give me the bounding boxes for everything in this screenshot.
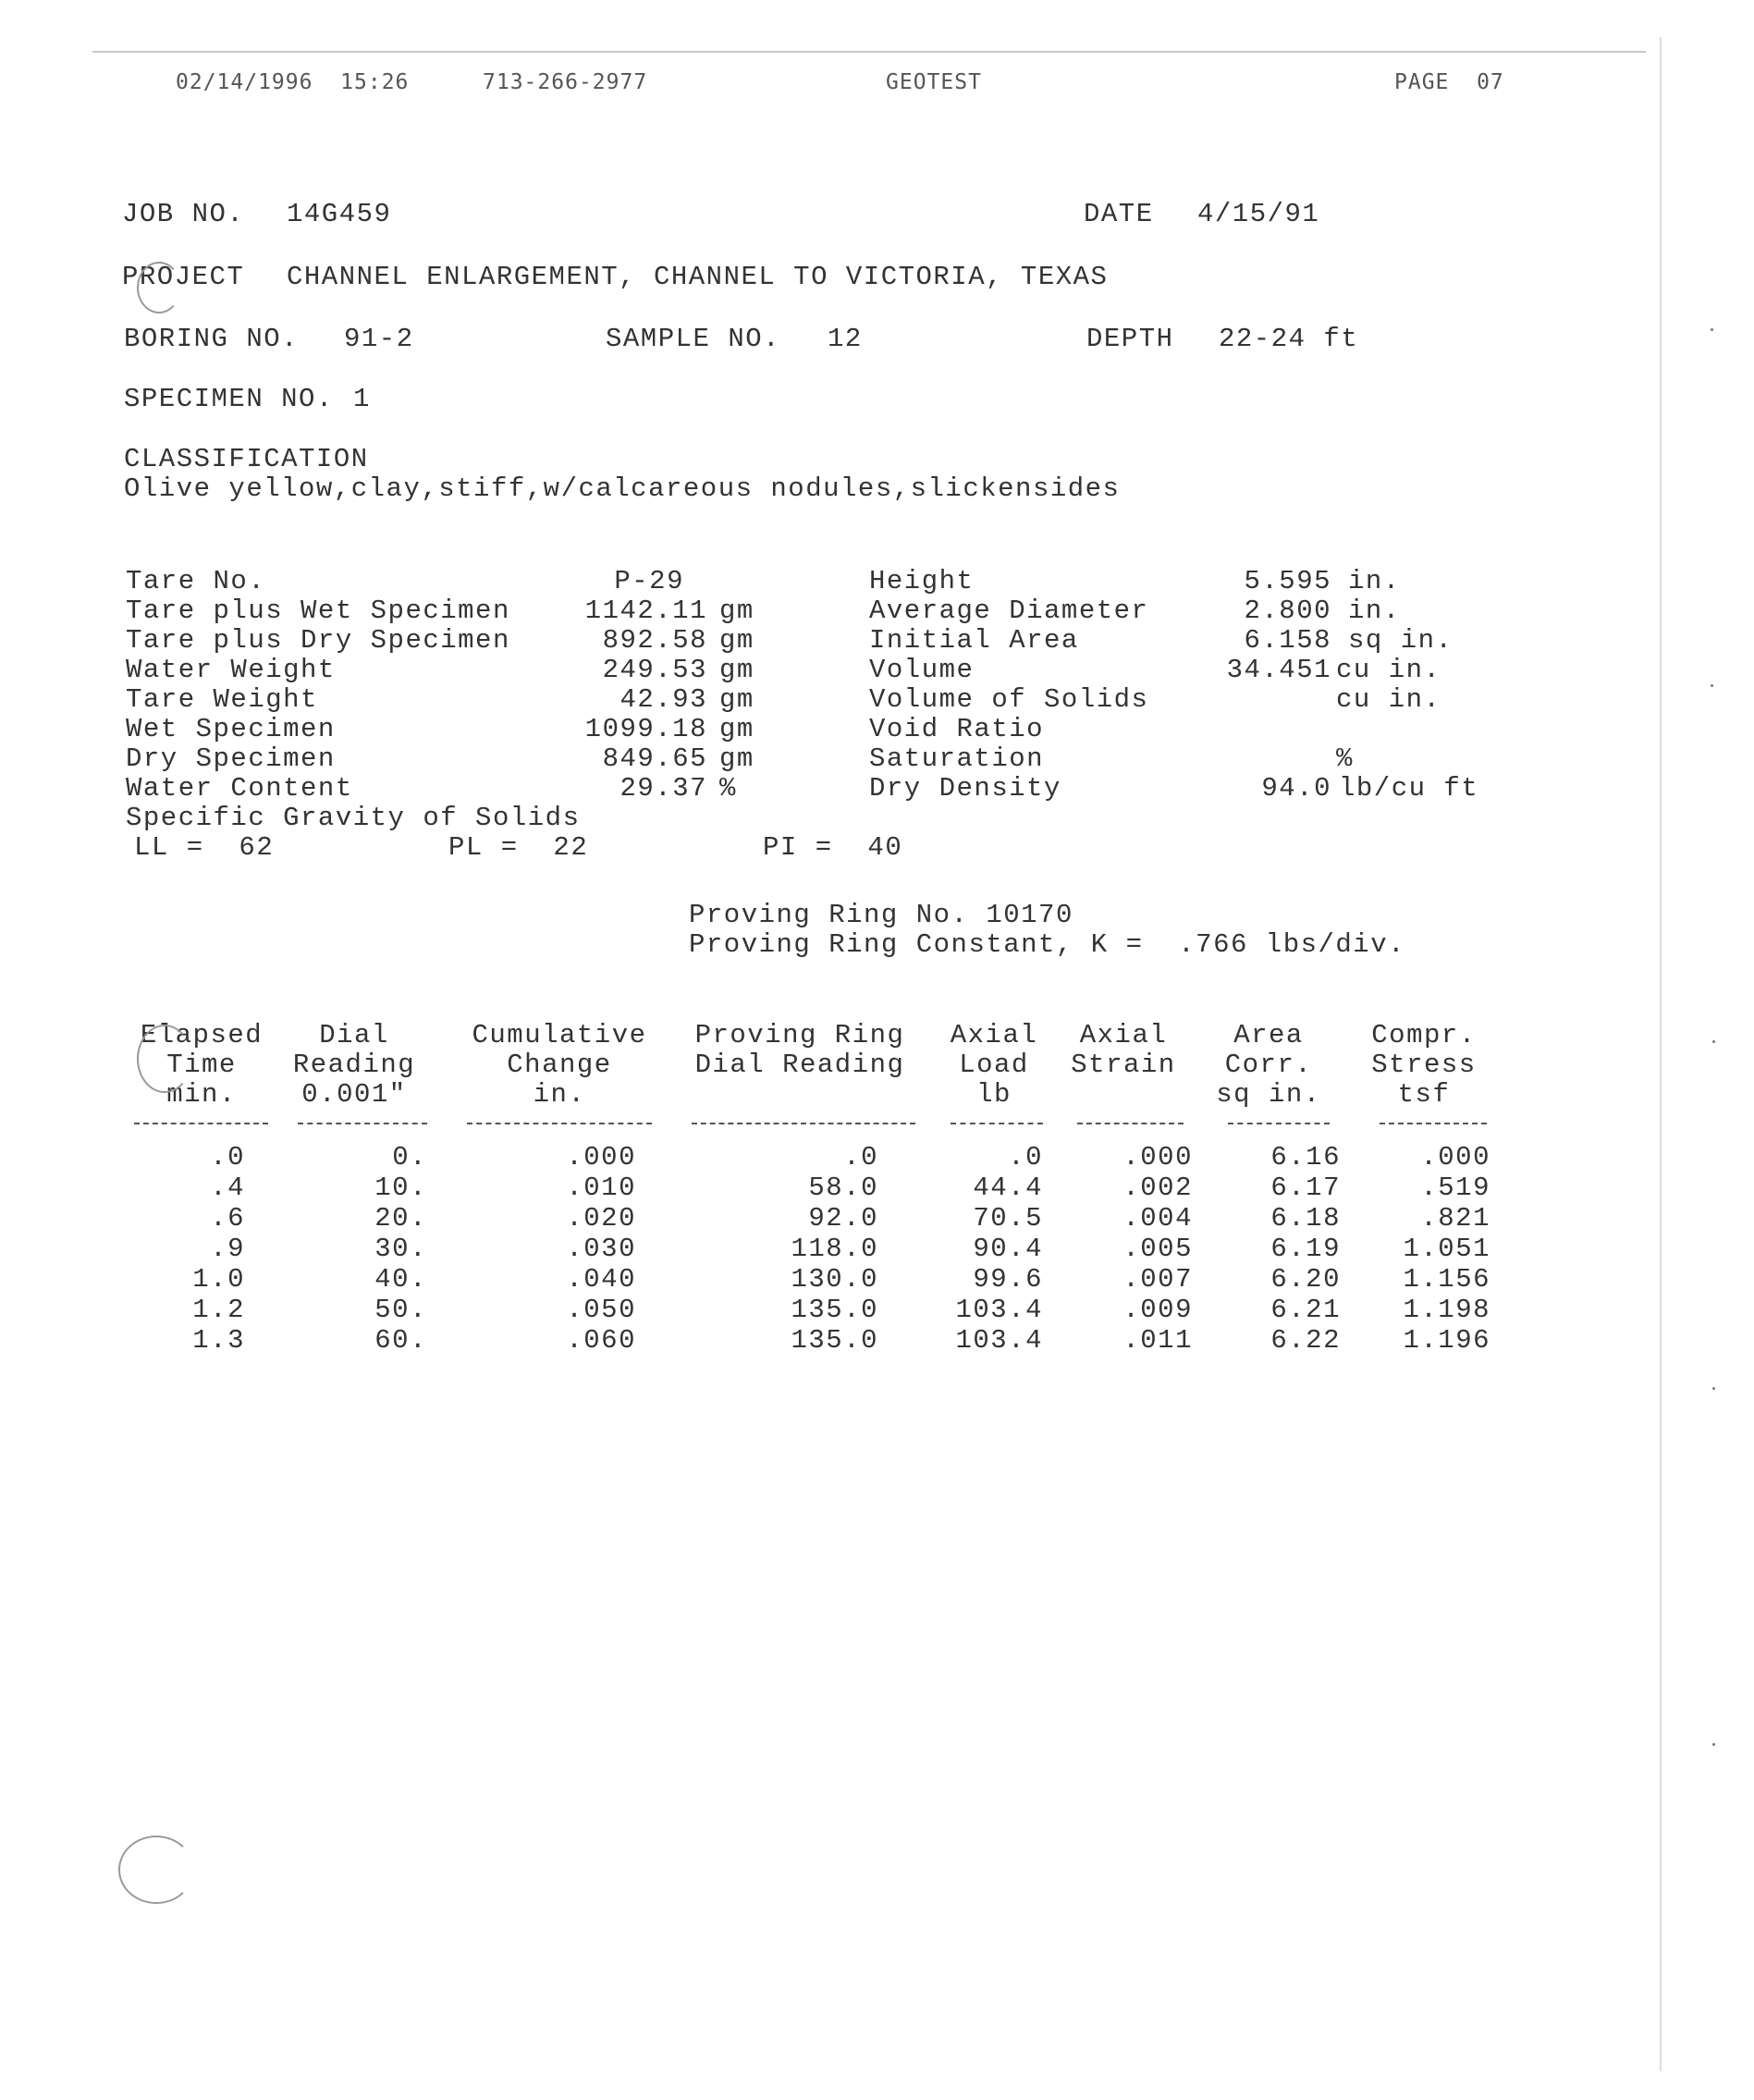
project-label: PROJECT (122, 262, 245, 292)
table-header-line: lb (976, 1079, 1012, 1110)
prop-unit: gm (719, 625, 754, 656)
table-header-line: Strain (1071, 1050, 1176, 1080)
table-header-line: Dial Reading (694, 1050, 905, 1080)
fax-phone: 713-266-2977 (483, 70, 648, 94)
project-value: CHANNEL ENLARGEMENT, CHANNEL TO VICTORIA, TEXAS (287, 262, 1109, 292)
table-cell: 70.5 (973, 1203, 1043, 1234)
liquid-limit: LL = 62 (134, 832, 275, 863)
prop-unit: gm (719, 714, 754, 744)
fax-company: GEOTEST (886, 70, 982, 94)
proving-ring-number: Proving Ring No. 10170 (689, 900, 1073, 930)
table-header-line: Cumulative (472, 1020, 647, 1050)
boring-label: BORING NO. (124, 324, 300, 354)
sample-value: 12 (828, 324, 863, 354)
sample-label: SAMPLE NO. (606, 324, 781, 354)
table-header-line: Stress (1371, 1050, 1477, 1080)
prop-value: 2.800 (1244, 596, 1331, 626)
date-label: DATE (1084, 199, 1154, 229)
table-cell: .002 (1122, 1173, 1193, 1203)
table-cell: 44.4 (973, 1173, 1043, 1203)
table-cell: .0 (843, 1142, 878, 1173)
table-cell: 1.051 (1403, 1234, 1490, 1264)
prop-label: Tare plus Dry Specimen (126, 625, 510, 656)
table-cell: .020 (566, 1203, 636, 1234)
table-cell: .0 (1008, 1142, 1043, 1173)
table-header-line: Elapsed (140, 1020, 264, 1050)
prop-label: Saturation (869, 743, 1045, 774)
table-cell: 92.0 (808, 1203, 878, 1234)
prop-unit: in. (1348, 566, 1401, 596)
table-cell: 103.4 (955, 1295, 1043, 1325)
table-header-line: Corr. (1224, 1050, 1313, 1080)
table-cell: 1.198 (1403, 1295, 1490, 1325)
table-cell: 130.0 (791, 1264, 878, 1295)
header-underline (467, 1123, 652, 1124)
table-cell: 30. (374, 1234, 427, 1264)
scan-speck (1711, 684, 1713, 687)
fax-datetime: 02/14/1996 15:26 (176, 70, 410, 94)
table-cell: .060 (566, 1325, 636, 1356)
table-header-line: sq in. (1216, 1079, 1321, 1110)
table-cell: .000 (1420, 1142, 1490, 1173)
prop-unit: cu in. (1336, 655, 1441, 685)
table-cell: 1.156 (1403, 1264, 1490, 1295)
scan-speck (1712, 1040, 1715, 1043)
prop-label: Tare Weight (126, 684, 318, 715)
prop-label: Wet Specimen (126, 714, 336, 744)
prop-label: Tare No. (126, 566, 266, 596)
scan-speck (1712, 1387, 1715, 1390)
prop-label: Void Ratio (869, 714, 1045, 744)
plastic-limit: PL = 22 (448, 832, 589, 863)
prop-value: 1099.18 (584, 714, 707, 744)
table-header-line: Axial (1079, 1020, 1168, 1050)
prop-unit: gm (719, 684, 754, 715)
header-underline (298, 1123, 427, 1124)
table-cell: .000 (1122, 1142, 1193, 1173)
table-cell: 1.196 (1403, 1325, 1490, 1356)
table-cell: .9 (210, 1234, 245, 1264)
header-underline (1077, 1123, 1184, 1124)
prop-label: Initial Area (869, 625, 1079, 656)
table-header-line: Load (959, 1050, 1029, 1080)
prop-unit: gm (719, 596, 754, 626)
table-cell: 6.16 (1270, 1142, 1341, 1173)
table-cell: 60. (374, 1325, 427, 1356)
table-cell: .007 (1122, 1264, 1193, 1295)
job-label: JOB NO. (122, 199, 245, 229)
prop-unit: in. (1348, 596, 1401, 626)
specimen-value: 1 (353, 384, 371, 414)
table-cell: .009 (1122, 1295, 1193, 1325)
table-cell: 6.18 (1270, 1203, 1341, 1234)
prop-value: 849.65 (602, 743, 707, 774)
table-cell: .4 (210, 1173, 245, 1203)
table-cell: .004 (1122, 1203, 1193, 1234)
table-header-line: tsf (1397, 1079, 1451, 1110)
punch-hole-mark (137, 262, 181, 313)
table-cell: .6 (210, 1203, 245, 1234)
specimen-label: SPECIMEN NO. (124, 384, 334, 414)
table-header-line: Axial (950, 1020, 1038, 1050)
table-cell: 6.17 (1270, 1173, 1341, 1203)
table-cell: .519 (1420, 1173, 1490, 1203)
table-cell: 6.19 (1270, 1234, 1341, 1264)
punch-hole-mark (118, 1836, 194, 1904)
table-cell: 10. (374, 1173, 427, 1203)
table-cell: 0. (392, 1142, 427, 1173)
table-header-line: in. (533, 1079, 586, 1110)
proving-ring-constant: Proving Ring Constant, K = .766 lbs/div. (689, 929, 1406, 960)
prop-label: Height (869, 566, 975, 596)
prop-unit: % (1336, 743, 1354, 774)
table-cell: .0 (210, 1142, 245, 1173)
table-header-line: Area (1233, 1020, 1304, 1050)
table-cell: 1.0 (192, 1264, 245, 1295)
table-header-line: Compr. (1371, 1020, 1477, 1050)
prop-unit: cu in. (1336, 684, 1441, 715)
table-header-line: min. (166, 1079, 237, 1110)
classification-label: CLASSIFICATION (124, 444, 369, 474)
prop-label: Average Diameter (869, 596, 1149, 626)
prop-value: 892.58 (602, 625, 707, 656)
table-cell: 99.6 (973, 1264, 1043, 1295)
table-cell: .000 (566, 1142, 636, 1173)
prop-unit: % (719, 773, 737, 804)
prop-value: 6.158 (1244, 625, 1331, 656)
table-cell: .050 (566, 1295, 636, 1325)
prop-value: 249.53 (602, 655, 707, 685)
prop-value: 5.595 (1244, 566, 1331, 596)
header-underline (1228, 1123, 1330, 1124)
table-header-line: Change (507, 1050, 612, 1080)
specific-gravity-label: Specific Gravity of Solids (126, 803, 581, 833)
punch-hole-mark (137, 1025, 192, 1093)
top-scan-rule (92, 51, 1646, 53)
table-header-line: Time (166, 1050, 237, 1080)
prop-label: Water Weight (126, 655, 336, 685)
prop-value: 29.37 (619, 773, 707, 804)
date-value: 4/15/91 (1197, 199, 1320, 229)
header-underline (692, 1123, 915, 1124)
table-cell: .011 (1122, 1325, 1193, 1356)
prop-value: 1142.11 (584, 596, 707, 626)
prop-unit: gm (719, 655, 754, 685)
prop-label: Volume (869, 655, 975, 685)
header-underline (951, 1123, 1043, 1124)
table-cell: 6.22 (1270, 1325, 1341, 1356)
table-cell: .010 (566, 1173, 636, 1203)
table-cell: 1.3 (192, 1325, 245, 1356)
table-cell: .040 (566, 1264, 636, 1295)
table-cell: .030 (566, 1234, 636, 1264)
table-cell: 118.0 (791, 1234, 878, 1264)
prop-label: Dry Specimen (126, 743, 336, 774)
prop-label: Dry Density (869, 773, 1061, 804)
table-cell: 50. (374, 1295, 427, 1325)
table-cell: 6.21 (1270, 1295, 1341, 1325)
plasticity-index: PI = 40 (763, 832, 903, 863)
depth-value: 22-24 ft (1219, 324, 1359, 354)
scan-speck (1712, 1743, 1715, 1746)
prop-value: 34.451 (1226, 655, 1331, 685)
table-cell: 40. (374, 1264, 427, 1295)
depth-label: DEPTH (1086, 324, 1174, 354)
table-cell: 135.0 (791, 1295, 878, 1325)
table-cell: 6.20 (1270, 1264, 1341, 1295)
scan-speck (1711, 328, 1713, 331)
table-cell: 1.2 (192, 1295, 245, 1325)
prop-unit: lb/cu ft (1339, 773, 1479, 804)
right-page-edge (1660, 37, 1662, 2071)
table-cell: 58.0 (808, 1173, 878, 1203)
prop-label: Water Content (126, 773, 353, 804)
table-header-line: Dial (319, 1020, 389, 1050)
prop-label: Volume of Solids (869, 684, 1149, 715)
table-header-line: 0.001" (301, 1079, 407, 1110)
prop-value: P-29 (614, 566, 684, 596)
table-cell: 103.4 (955, 1325, 1043, 1356)
header-underline (134, 1123, 268, 1124)
fax-page: PAGE 07 (1394, 70, 1504, 94)
table-cell: 90.4 (973, 1234, 1043, 1264)
table-cell: 20. (374, 1203, 427, 1234)
prop-unit: sq in. (1348, 625, 1453, 656)
header-underline (1380, 1123, 1487, 1124)
prop-unit: gm (719, 743, 754, 774)
table-header-line: Proving Ring (694, 1020, 905, 1050)
classification-value: Olive yellow,clay,stiff,w/calcareous nodules,slickensides (124, 473, 1121, 504)
prop-value: 42.93 (619, 684, 707, 715)
table-cell: .005 (1122, 1234, 1193, 1264)
prop-label: Tare plus Wet Specimen (126, 596, 510, 626)
table-cell: .821 (1420, 1203, 1490, 1234)
job-value: 14G459 (287, 199, 392, 229)
prop-value: 94.0 (1261, 773, 1331, 804)
boring-value: 91-2 (344, 324, 414, 354)
table-header-line: Reading (292, 1050, 416, 1080)
table-cell: 135.0 (791, 1325, 878, 1356)
